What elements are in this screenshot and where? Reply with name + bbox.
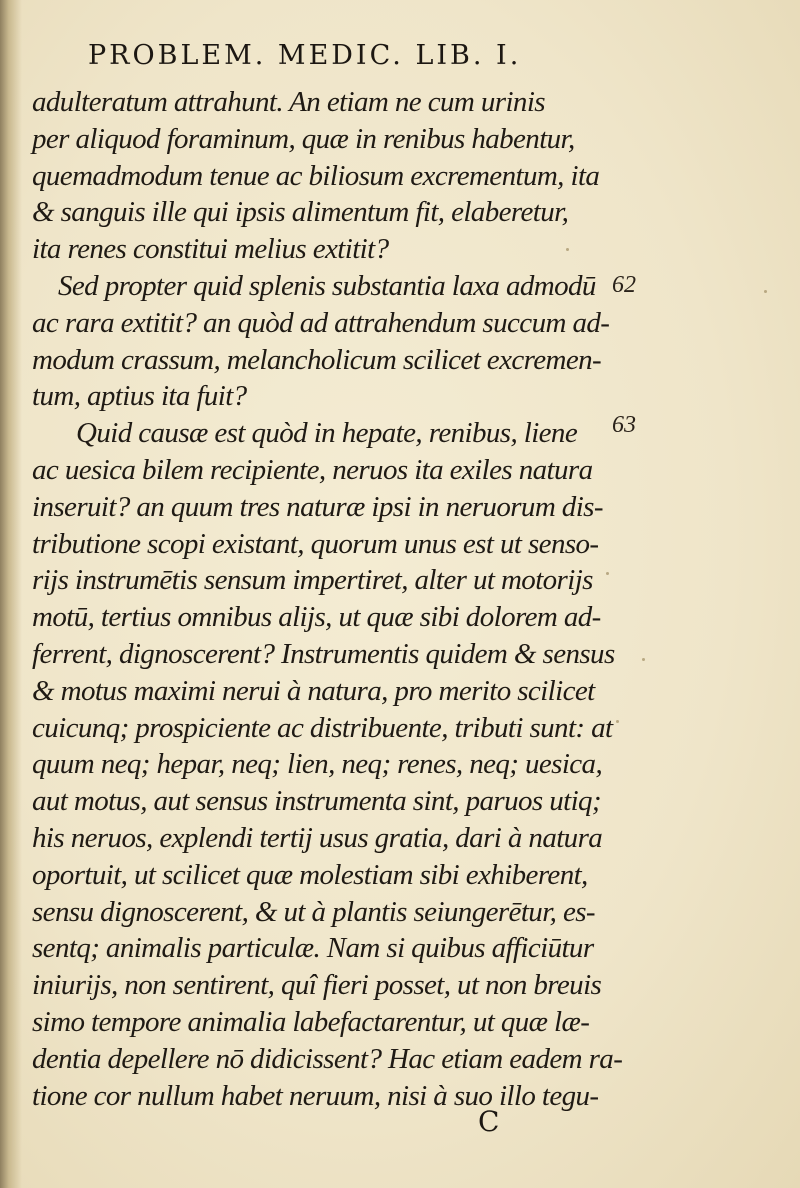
text-line: ita renes constitui melius extitit? (32, 233, 389, 266)
text-line: sentq; animalis particulæ. Nam si quibus afficiūtur (32, 932, 594, 965)
text-line: motū, tertius omnibus alijs, ut quæ sibi dolorem ad- (32, 601, 601, 634)
text-line: dentia depellere nō didicissent? Hac etiam eadem ra- (32, 1042, 623, 1075)
text-line: & motus maximi nerui à natura, pro merito scilicet (32, 674, 595, 707)
text-line: Quid causæ est quòd in hepate, renibus, liene (76, 417, 578, 450)
body-text (32, 84, 623, 1114)
text-line: quum neq; hepar, neq; lien, neq; renes, neq; uesica, (32, 748, 603, 781)
text-line: ferrent, dignoscerent? Instrumentis quidem & sensus (32, 637, 615, 670)
marginal-number: 63 (612, 412, 636, 438)
running-header: PROBLEM. MEDIC. LIB. I. (88, 40, 522, 71)
paper-speck (606, 572, 609, 575)
paper-speck (616, 720, 619, 723)
text-line: oportuit, ut scilicet quæ molestiam sibi exhiberent, (32, 858, 588, 891)
text-line: sensu dignoscerent, & ut à plantis seiungerētur, es- (32, 895, 595, 928)
signature-mark: C (478, 1105, 500, 1138)
text-line: ac rara extitit? an quòd ad attrahendum succum ad- (32, 306, 610, 339)
text-line: iniurijs, non sentirent, quî fieri posset, ut non breuis (32, 969, 602, 1002)
text-line: cuicunq; prospiciente ac distribuente, tributi sunt: at (32, 711, 613, 744)
text-line: inseruit? an quum tres naturæ ipsi in neruorum dis- (32, 490, 603, 523)
paper-speck (764, 290, 767, 293)
text-line: tributione scopi existant, quorum unus est ut senso- (32, 527, 599, 560)
paper-speck (642, 658, 645, 661)
text-line: simo tempore animalia labefactarentur, ut quæ læ- (32, 1005, 590, 1038)
marginal-number: 62 (612, 272, 636, 298)
text-line: per aliquod foraminum, quæ in renibus habentur, (32, 122, 575, 155)
text-line: tione cor nullum habet neruum, nisi à suo illo tegu- (32, 1079, 599, 1112)
paper-speck (566, 248, 569, 251)
text-line: aut motus, aut sensus instrumenta sint, paruos utiq; (32, 785, 601, 818)
text-line: rijs instrumētis sensum impertiret, alter ut motorijs (32, 564, 593, 597)
text-line: modum crassum, melancholicum scilicet excremen- (32, 343, 602, 376)
text-line: quemadmodum tenue ac biliosum excrementum, ita (32, 159, 600, 192)
text-line: tum, aptius ita fuit? (32, 380, 247, 413)
text-line: his neruos, explendi tertij usus gratia, dari à natura (32, 821, 603, 854)
text-line: Sed propter quid splenis substantia laxa admodū (58, 269, 596, 302)
text-line: ac uesica bilem recipiente, neruos ita exiles natura (32, 453, 593, 486)
text-line: & sanguis ille qui ipsis alimentum fit, elaberetur, (32, 196, 569, 229)
binding-gutter (0, 0, 22, 1188)
text-line: adulteratum attrahunt. An etiam ne cum urinis (32, 86, 545, 118)
